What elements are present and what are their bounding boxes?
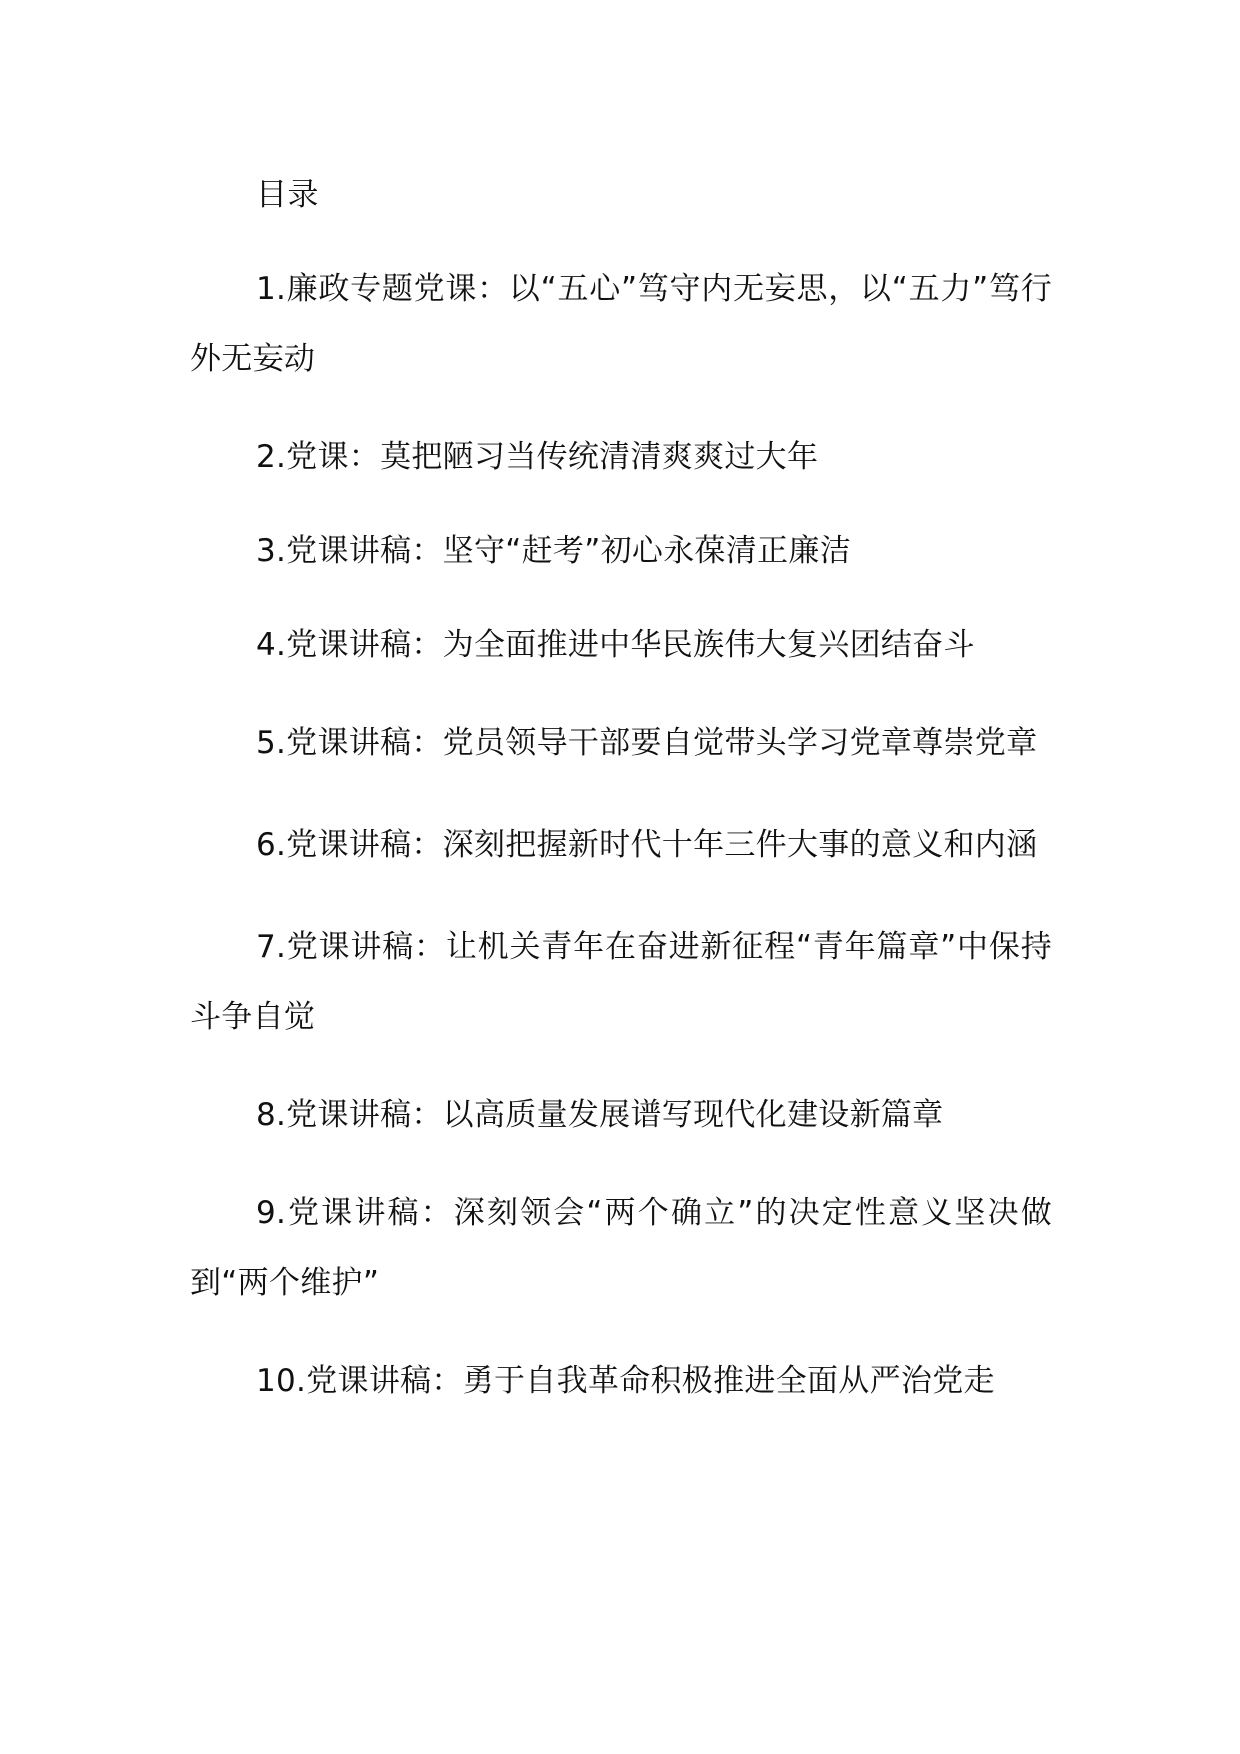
toc-list (190, 254, 1052, 1412)
toc-item: 1.廉政专题党课：以“五心”笃守内无妄思，以“五力”笃行外无妄动 (190, 271, 1052, 377)
toc-item: 2.党课：莫把陋习当传统清清爽爽过大年 (256, 439, 819, 475)
toc-item: 5.党课讲稿：党员领导干部要自觉带头学习党章尊崇党章 (256, 725, 1038, 761)
toc-item: 3.党课讲稿：坚守“赶考”初心永葆清正廉洁 (256, 533, 851, 569)
toc-item: 8.党课讲稿：以高质量发展谱写现代化建设新篇章 (256, 1097, 944, 1133)
toc-item: 7.党课讲稿：让机关青年在奋进新征程“青年篇章”中保持斗争自觉 (190, 929, 1052, 1035)
toc-heading: 目录 (256, 177, 319, 213)
toc-item: 9.党课讲稿：深刻领会“两个确立”的决定性意义坚决做到“两个维护” (190, 1195, 1052, 1301)
toc-item: 6.党课讲稿：深刻把握新时代十年三件大事的意义和内涵 (256, 827, 1038, 863)
table-of-contents (190, 166, 1052, 1412)
toc-item: 4.党课讲稿：为全面推进中华民族伟大复兴团结奋斗 (256, 627, 975, 663)
toc-item: 10.党课讲稿：勇于自我革命积极推进全面从严治党走 (256, 1363, 995, 1399)
